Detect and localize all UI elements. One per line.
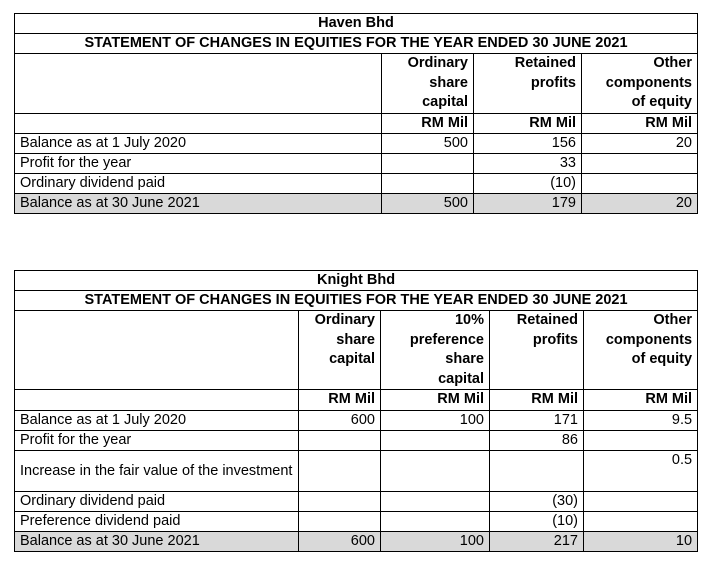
- haven-col-retained-profits: [474, 54, 582, 114]
- table-row: [15, 511, 698, 531]
- row-value: 217: [490, 531, 584, 551]
- row-value: 86: [490, 430, 584, 450]
- row-value: [381, 430, 490, 450]
- col-header-line: Other: [653, 312, 693, 328]
- col-header-line: of equity: [631, 94, 692, 110]
- knight-company-name: Knight Bhd: [15, 271, 698, 291]
- row-value: 179: [474, 194, 582, 214]
- row-value: 500: [382, 194, 474, 214]
- total-row: [15, 531, 698, 551]
- col-header-line: components: [605, 331, 693, 348]
- row-value: 171: [490, 410, 584, 430]
- row-value: 100: [381, 410, 490, 430]
- col-header-line: capital: [422, 94, 468, 110]
- col-header-line: share: [429, 74, 468, 91]
- row-value: 0.5: [584, 450, 698, 491]
- row-value: [299, 511, 381, 531]
- knight-col-other-components: [584, 311, 698, 390]
- col-header-line: share: [336, 331, 375, 348]
- haven-statement-heading: STATEMENT OF CHANGES IN EQUITIES FOR THE YEAR ENDED 30 JUNE 2021: [15, 34, 698, 54]
- table-row: [15, 430, 698, 450]
- row-label: Balance as at 1 July 2020: [15, 410, 299, 430]
- table-row: [15, 450, 698, 491]
- col-header-line: share: [445, 351, 484, 367]
- row-label: Profit for the year: [15, 430, 299, 450]
- knight-equity-statement: [14, 270, 698, 552]
- row-value: [381, 491, 490, 511]
- row-value: (10): [490, 511, 584, 531]
- table-row: [15, 491, 698, 511]
- row-value: (30): [490, 491, 584, 511]
- haven-unit-label: RM Mil: [582, 113, 698, 134]
- col-header-line: 10%: [454, 312, 484, 328]
- row-value: [381, 450, 490, 491]
- col-header-line: Ordinary: [314, 312, 375, 328]
- row-value: 20: [582, 134, 698, 154]
- haven-unit-label: RM Mil: [382, 113, 474, 134]
- row-value: [299, 450, 381, 491]
- haven-equity-statement: [14, 13, 698, 214]
- knight-unit-label: RM Mil: [381, 390, 490, 411]
- row-value: [381, 511, 490, 531]
- row-value: [382, 174, 474, 194]
- row-value: [490, 450, 584, 491]
- table-row: [15, 134, 698, 154]
- knight-unit-label: RM Mil: [490, 390, 584, 411]
- row-value: 156: [474, 134, 582, 154]
- row-value: 20: [582, 194, 698, 214]
- col-header-line: Ordinary: [407, 55, 468, 71]
- col-header-line: preference: [409, 331, 484, 348]
- row-value: [299, 430, 381, 450]
- row-value: 600: [299, 410, 381, 430]
- row-value: [582, 174, 698, 194]
- col-header-line: profits: [530, 74, 576, 91]
- row-value: [584, 430, 698, 450]
- col-header-line: capital: [329, 351, 375, 367]
- col-header-line: Retained: [516, 312, 578, 328]
- table-row: [15, 154, 698, 174]
- haven-unit-label: RM Mil: [474, 113, 582, 134]
- row-value: 9.5: [584, 410, 698, 430]
- col-header-line: profits: [532, 331, 578, 348]
- row-value: 600: [299, 531, 381, 551]
- row-value: 500: [382, 134, 474, 154]
- haven-company-name: Haven Bhd: [15, 14, 698, 34]
- row-label: Ordinary dividend paid: [15, 174, 382, 194]
- knight-unit-label: RM Mil: [584, 390, 698, 411]
- knight-col-ordinary-share-capital: [299, 311, 381, 390]
- knight-unit-label: RM Mil: [299, 390, 381, 411]
- table-row: [15, 174, 698, 194]
- knight-col-retained-profits: [490, 311, 584, 390]
- col-header-line: Retained: [514, 55, 576, 71]
- knight-col-preference-share-capital: [381, 311, 490, 390]
- row-value: [382, 154, 474, 174]
- row-value: [582, 154, 698, 174]
- haven-unit-blank: [15, 113, 382, 134]
- row-label: Balance as at 1 July 2020: [15, 134, 382, 154]
- row-value: 10: [584, 531, 698, 551]
- row-label: Ordinary dividend paid: [15, 491, 299, 511]
- row-label: Profit for the year: [15, 154, 382, 174]
- row-value: (10): [474, 174, 582, 194]
- row-value: [299, 491, 381, 511]
- col-header-line: Other: [653, 55, 692, 71]
- knight-statement-heading: STATEMENT OF CHANGES IN EQUITIES FOR THE YEAR ENDED 30 JUNE 2021: [15, 291, 698, 311]
- row-value: 33: [474, 154, 582, 174]
- knight-unit-blank: [15, 390, 299, 411]
- row-value: [584, 511, 698, 531]
- row-label: Preference dividend paid: [15, 511, 299, 531]
- haven-header-blank: [15, 54, 382, 114]
- col-header-line: components: [605, 74, 692, 91]
- row-value: [584, 491, 698, 511]
- table-row: [15, 410, 698, 430]
- total-row: [15, 194, 698, 214]
- row-value: 100: [381, 531, 490, 551]
- row-label: Balance as at 30 June 2021: [15, 194, 382, 214]
- col-header-line: capital: [438, 370, 484, 387]
- haven-col-ordinary-share-capital: [382, 54, 474, 114]
- knight-header-blank: [15, 311, 299, 390]
- row-label: Balance as at 30 June 2021: [15, 531, 299, 551]
- haven-col-other-components: [582, 54, 698, 114]
- row-label: Increase in the fair value of the investment: [15, 450, 299, 491]
- col-header-line: of equity: [631, 351, 693, 367]
